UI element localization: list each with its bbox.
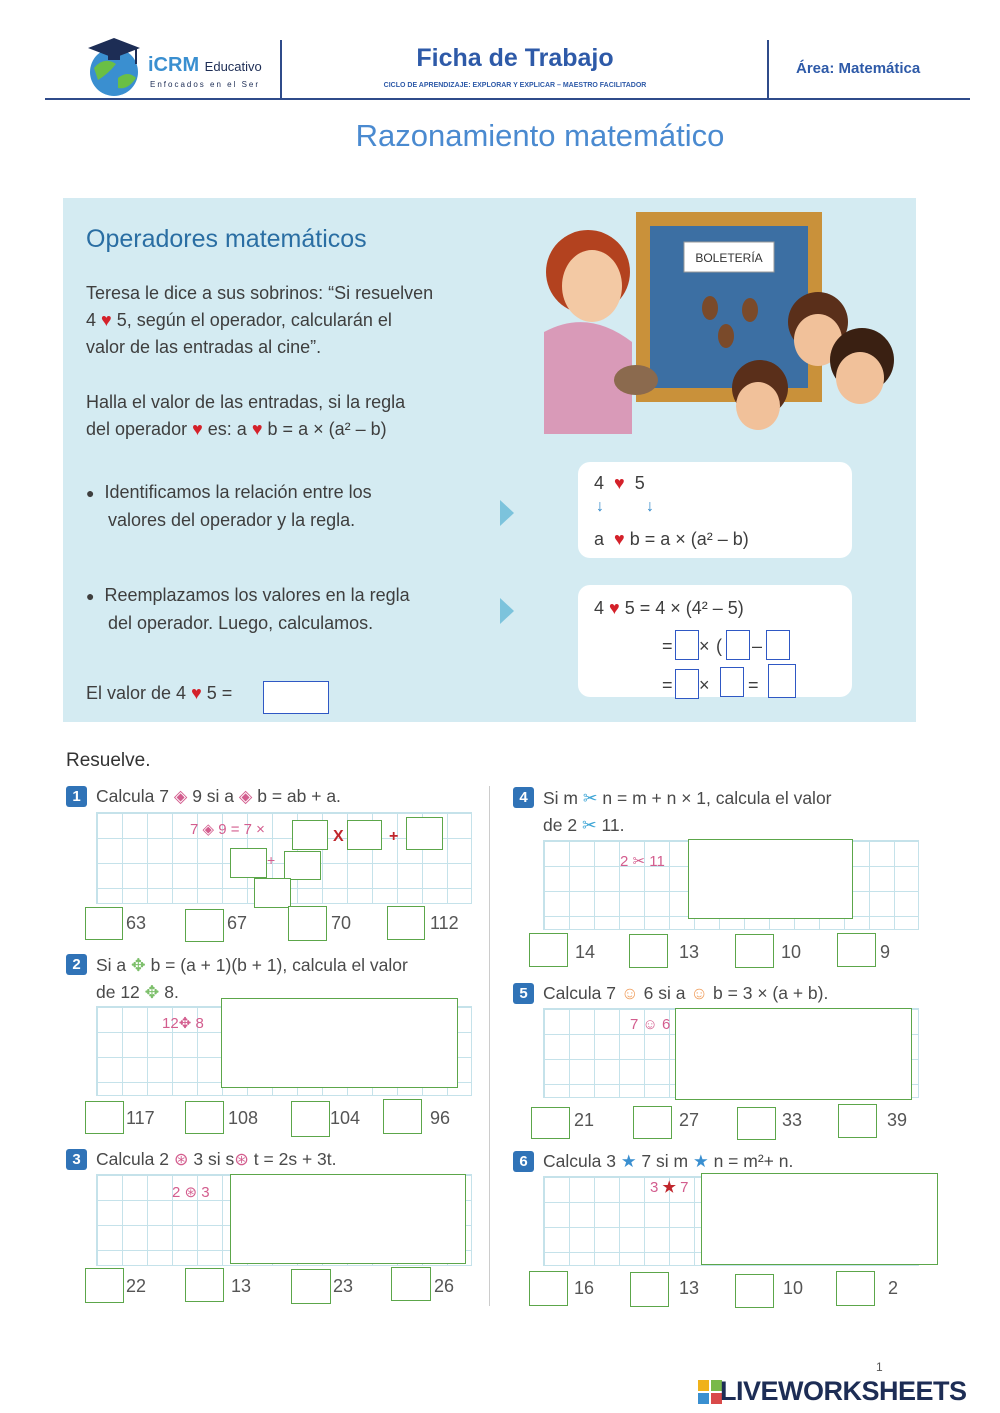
sheet-subtitle: CICLO DE APRENDIZAJE: EXPLORAR Y EXPLICAR – MAESTRO FACILITADOR [383,82,647,89]
p3-option-checkbox-1[interactable] [85,1268,124,1303]
answer-box-d[interactable] [675,669,699,699]
p2-option-2: 108 [228,1108,259,1128]
p3-answer-area[interactable] [230,1174,466,1264]
card1-bottom: a ♥ b = a × (a² – b) [594,529,749,549]
liveworksheets-logo-icon [698,1380,722,1409]
p6-option-checkbox-3[interactable] [735,1274,774,1308]
intro-title: Operadores matemáticos [86,225,367,253]
p4-answer-area[interactable] [688,839,853,919]
p4-option-1: 14 [575,942,596,962]
p2-option-checkbox-1[interactable] [85,1101,124,1134]
p4-option-2: 13 [679,942,700,962]
liveworksheets-brand: LIVEWORKSHEETS [720,1376,967,1406]
answer-box-b[interactable] [726,630,750,660]
problem-1-text: Calcula 7 ◈ 9 si a ◈ b = ab + a. [96,786,341,806]
p5-option-1: 21 [574,1110,595,1130]
result-line: El valor de 4 ♥ 5 = [86,683,233,703]
p6-option-checkbox-4[interactable] [836,1271,875,1306]
arrow-down-icon: ↓ [596,498,604,515]
intro-p2-line1: Halla el valor de las entradas, si la regla [86,392,406,412]
p1-blank-5[interactable] [284,851,321,880]
answer-box-c[interactable] [766,630,790,660]
answer-box-f[interactable] [768,664,796,698]
step-2: ● Reemplazamos los valores en la regla del operador. Luego, calculamos. [86,582,486,637]
p1-blank-2[interactable] [347,820,382,850]
column-divider [489,786,490,1306]
p6-option-1: 16 [574,1278,595,1298]
triangle-pointer-icon [500,598,514,624]
problem-3-work: 2 ⊛ 3 [172,1184,210,1201]
p3-option-checkbox-2[interactable] [185,1268,224,1302]
times-sign: × [699,675,710,695]
p2-option-3: 104 [330,1108,361,1128]
intro-paragraph-1 [86,280,506,361]
p1-option-checkbox-1[interactable] [85,907,123,940]
cross-operator-icon: ✥ [131,955,146,975]
p4-option-checkbox-4[interactable] [837,933,876,967]
logo-name: iCRM [148,54,200,76]
problem-3-text: Calcula 2 ⊛ 3 si s⊛ t = 2s + 3t. [96,1149,337,1169]
page-number: 1 [876,1360,883,1374]
p6-option-3: 10 [783,1278,804,1298]
p5-option-3: 33 [782,1110,803,1130]
answer-box-e[interactable] [720,667,744,697]
p3-option-2: 13 [231,1276,252,1296]
answer-box-a[interactable] [675,630,699,660]
p1-blank-3[interactable] [406,817,443,850]
intro-p2-line2: del operador ♥ es: a ♥ b = a × (a² – b) [86,419,387,439]
p1-option-1: 63 [126,913,147,933]
p3-option-4: 26 [434,1276,455,1296]
problem-3-number: 3 [66,1149,87,1170]
step-2-line2: del operador. Luego, calculamos. [108,613,374,633]
intro-p1-line2: 4 ♥ 5, según el operador, calcularán el [86,310,392,330]
flower-operator-icon: ⊛ [234,1149,249,1169]
p5-option-4: 39 [887,1110,908,1130]
heart-icon: ♥ [614,473,625,493]
problem-1-work: 7 ◈ 9 = 7 × [190,821,265,838]
p6-option-2: 13 [679,1278,700,1298]
heart-icon: ♥ [251,419,263,439]
p1-option-checkbox-2[interactable] [185,909,224,942]
flower-operator-icon: ⊛ [173,1149,189,1169]
ticket-booth-illustration [488,212,908,434]
p5-option-checkbox-1[interactable] [531,1107,570,1139]
p2-answer-area[interactable] [221,998,458,1088]
cross-operator-icon: ✥ [144,982,160,1002]
subject-area: Área: Matemática [796,60,921,77]
logo-suffix: Educativo [204,59,262,74]
paren-sign: ( [716,636,722,656]
card1-top: 4 ♥ 5 [594,473,645,493]
p3-option-checkbox-4[interactable] [391,1267,431,1301]
p3-option-checkbox-3[interactable] [291,1269,331,1304]
sheet-title: Ficha de Trabajo [416,44,614,72]
problem-5-work: 7 ☺ 6 [630,1016,671,1033]
diamond-operator-icon: ◈ [238,786,253,806]
p6-option-checkbox-1[interactable] [529,1271,568,1306]
minus-sign: – [752,636,763,656]
p4-option-checkbox-1[interactable] [529,933,568,967]
p5-option-2: 27 [679,1110,700,1130]
p6-option-4: 2 [888,1278,899,1298]
p2-option-checkbox-3[interactable] [291,1101,330,1137]
equals-sign: = [662,675,673,695]
step-1-line1: Identificamos la relación entre los [104,482,372,502]
p5-option-checkbox-2[interactable] [633,1106,672,1139]
p4-option-4: 9 [880,942,891,962]
p3-option-1: 22 [126,1276,147,1296]
problem-5-text: Calcula 7 ☺ 6 si a ☺ b = 3 × (a + b). [543,983,829,1003]
problem-6-text: Calcula 3 ★ 7 si m ★ n = m²+ n. [543,1151,794,1171]
problem-2-work: 12✥ 8 [162,1015,204,1032]
p5-option-checkbox-4[interactable] [838,1104,877,1138]
p5-answer-area[interactable] [675,1008,912,1100]
problem-4-work: 2 ✂ 11 [620,853,665,870]
p5-option-checkbox-3[interactable] [737,1107,776,1140]
step-1-line2: valores del operador y la regla. [108,510,356,530]
problem-5-number: 5 [513,983,534,1004]
intro-paragraph-2 [86,389,506,443]
star-operator-icon: ★ [692,1151,709,1171]
p1-blank-4[interactable] [230,848,267,878]
logo-tagline: Enfocados en el Ser [150,80,261,89]
equals-sign: = [748,675,759,695]
p4-option-checkbox-3[interactable] [735,934,774,968]
p2-option-checkbox-4[interactable] [383,1099,422,1134]
problem-2-text: Si a ✥ b = (a + 1)(b + 1), calcula el valor de 12 ✥ 8. [96,955,408,1002]
diamond-operator-icon: ◈ [173,786,188,806]
page-heading: Razonamiento matemático [355,118,725,153]
p3-option-3: 23 [333,1276,354,1296]
p2-option-1: 117 [126,1108,155,1128]
times-mark: X [333,828,344,845]
p1-blank-1[interactable] [292,820,328,850]
triangle-pointer-icon [500,500,514,526]
problem-2-number: 2 [66,954,87,975]
times-sign: × [699,636,710,656]
smiley-operator-icon: ☺ [690,983,709,1003]
problem-4-text: Si m ✂ n = m + n × 1, calcula el valor de 2 ✂ 11. [543,788,832,835]
heart-icon: ♥ [101,310,112,330]
plus-mark: + [389,828,399,845]
p2-option-checkbox-2[interactable] [185,1101,224,1134]
plus-sign: + [267,852,276,868]
equals-sign: = [662,636,673,656]
heart-icon: ♥ [609,598,620,618]
p6-option-checkbox-2[interactable] [630,1272,669,1307]
p1-option-4: 112 [430,913,459,933]
resuelve-heading: Resuelve. [66,750,151,771]
p1-option-2: 67 [227,913,248,933]
p1-option-checkbox-4[interactable] [387,906,425,940]
problem-1-number: 1 [66,786,87,807]
p1-option-3: 70 [331,913,352,933]
arrow-down-icon: ↓ [646,498,654,515]
card2-line1: 4 ♥ 5 = 4 × (4² – 5) [594,598,744,618]
logo [78,34,278,100]
final-value-input[interactable] [263,681,329,714]
problem-6-work: 3 ★ 7 [650,1179,689,1196]
intro-p1-line1: Teresa le dice a sus sobrinos: “Si resuelven [86,283,434,303]
scissors-operator-icon: ✂ [582,788,598,808]
problem-4-number: 4 [513,787,534,808]
star-operator-icon: ★ [620,1151,637,1171]
smiley-operator-icon: ☺ [620,983,639,1003]
heart-icon: ♥ [191,683,202,703]
problem-6-number: 6 [513,1151,534,1172]
p1-blank-6[interactable] [254,878,291,908]
step-2-line1: Reemplazamos los valores en la regla [104,585,410,605]
globe-mortarboard-icon [78,34,150,100]
intro-p1-line3: valor de las entradas al cine”. [86,337,322,357]
booth-sign: BOLETERÍA [695,251,763,265]
p4-option-checkbox-2[interactable] [629,934,668,968]
heart-icon: ♥ [614,529,625,549]
scissors-operator-icon: ✂ [581,815,597,835]
p2-option-4: 96 [430,1108,451,1128]
heart-icon: ♥ [192,419,203,439]
p6-answer-area[interactable] [701,1173,938,1265]
p4-option-3: 10 [781,942,802,962]
p1-option-checkbox-3[interactable] [288,906,327,941]
step-1: ● Identificamos la relación entre los valores del operador y la regla. [86,479,486,534]
